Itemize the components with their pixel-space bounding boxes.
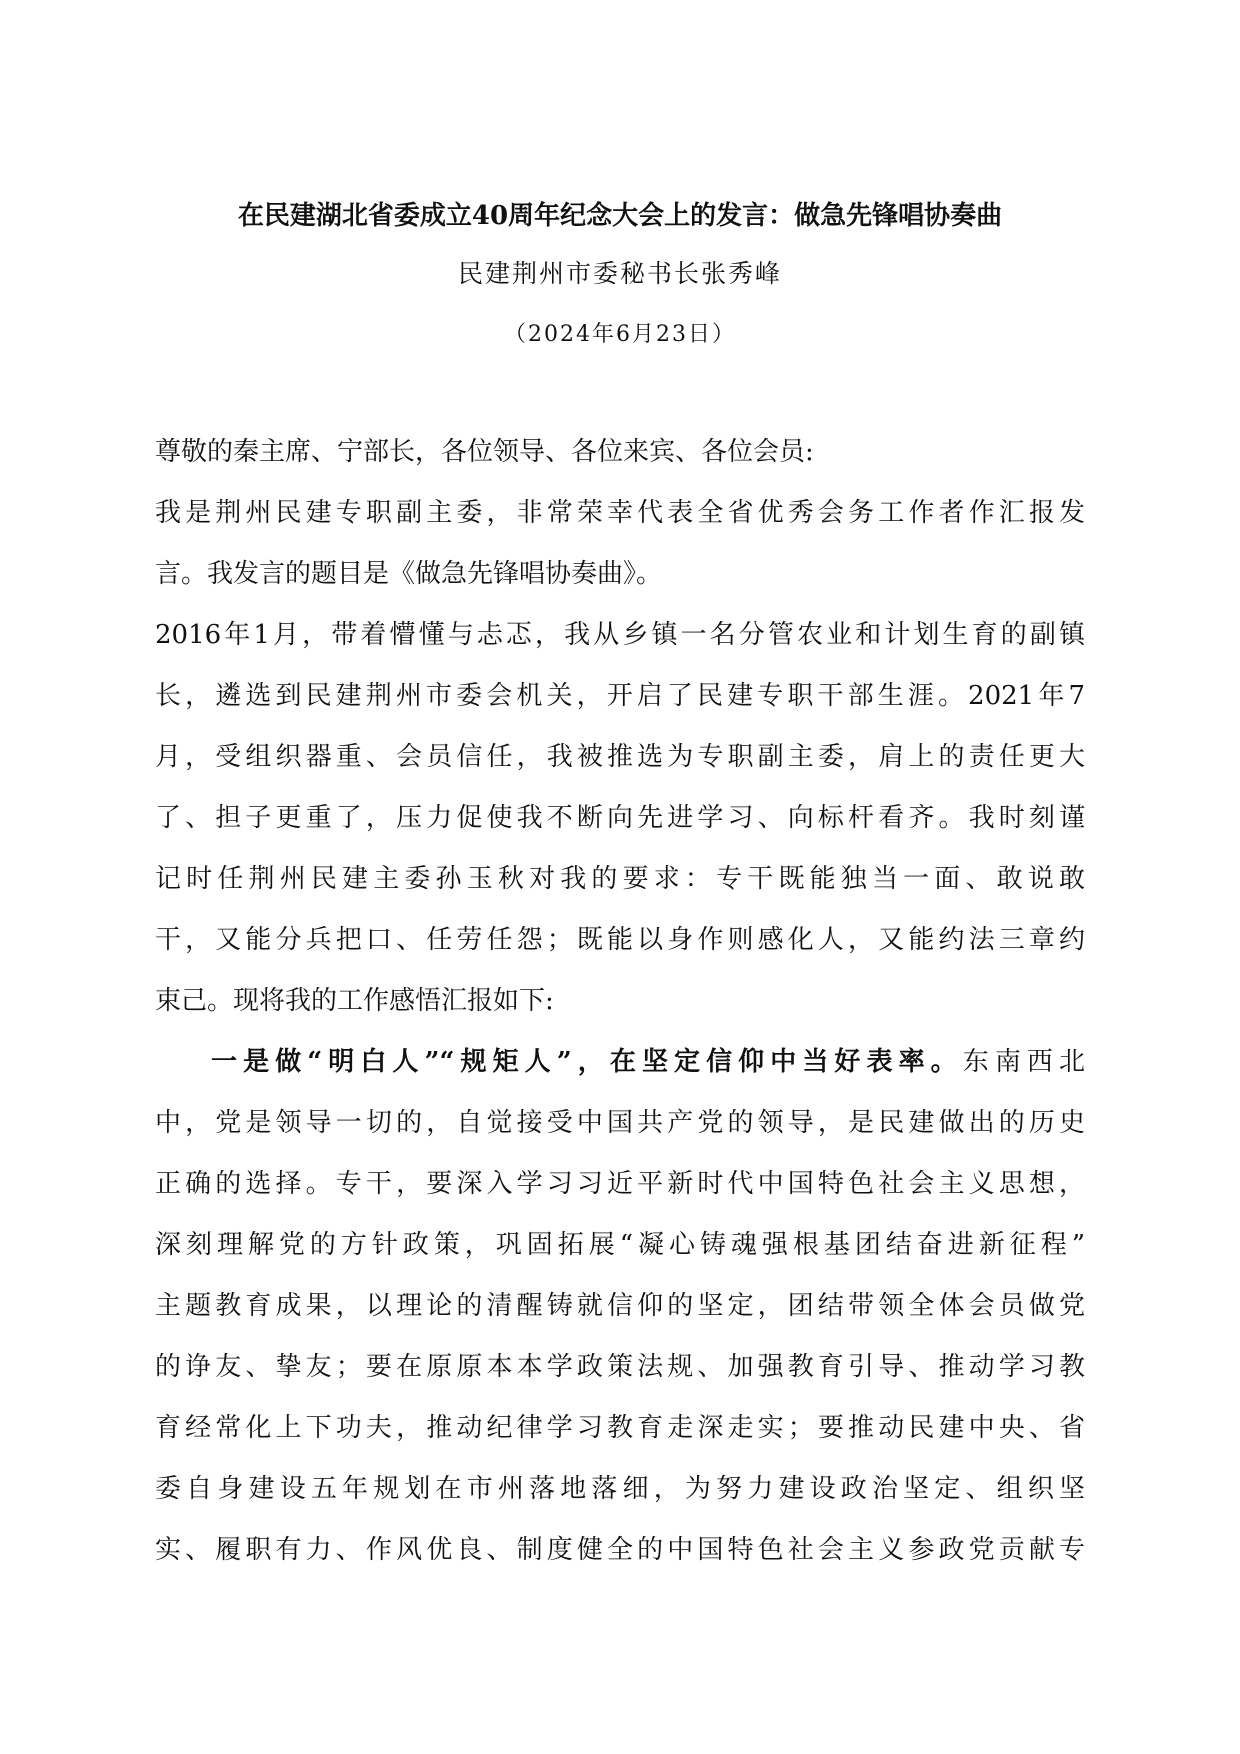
document-body — [155, 422, 1085, 1581]
paragraph-line: 记时任荆州民建主委孙玉秋对我的要求：专干既能独当一面、敢说敢 — [155, 864, 1085, 894]
document-author: 民建荆州市委秘书长张秀峰 — [457, 259, 782, 288]
paragraph-line: 实、履职有力、作风优良、制度健全的中国特色社会主义参政党贡献专 — [155, 1535, 1085, 1565]
document-title: 在民建湖北省委成立40周年纪念大会上的发言：做急先锋唱协奏曲 — [237, 201, 1003, 231]
section-lead-tail: 东南西北 — [962, 1047, 1085, 1077]
paragraph-line: 正确的选择。专干，要深入学习习近平新时代中国特色社会主义思想， — [155, 1169, 1085, 1199]
salutation-line: 尊敬的秦主席、宁部长，各位领导、各位来宾、各位会员: — [155, 437, 814, 467]
paragraph-line: 长，遴选到民建荆州市委会机关，开启了民建专职干部生涯。2021年7 — [155, 681, 1085, 711]
paragraph-line: 中，党是领导一切的，自觉接受中国共产党的领导，是民建做出的历史 — [155, 1108, 1085, 1138]
paragraph-line: 言。我发言的题目是《做急先锋唱协奏曲》。 — [155, 559, 663, 589]
document-date: （2024年6月23日） — [504, 322, 736, 347]
paragraph-line: 束己。现将我的工作感悟汇报如下: — [155, 986, 554, 1016]
paragraph-line: 的诤友、挚友；要在原原本本学政策法规、加强教育引导、推动学习教 — [155, 1352, 1085, 1382]
paragraph-line: 我是荆州民建专职副主委，非常荣幸代表全省优秀会务工作者作汇报发 — [155, 498, 1085, 528]
section-heading: 一是做“明白人”“规矩人”，在坚定信仰中当好表率。 — [211, 1047, 963, 1077]
paragraph-line: 了、担子更重了，压力促使我不断向先进学习、向标杆看齐。我时刻谨 — [155, 803, 1085, 833]
paragraph-line: 主题教育成果，以理论的清醒铸就信仰的坚定，团结带领全体会员做党 — [155, 1291, 1085, 1321]
paragraph-line: 月，受组织器重、会员信任，我被推选为专职副主委，肩上的责任更大 — [155, 742, 1085, 772]
paragraph-line: 委自身建设五年规划在市州落地落细，为努力建设政治坚定、组织坚 — [155, 1474, 1085, 1504]
paragraph-line: 干，又能分兵把口、任劳任怨；既能以身作则感化人，又能约法三章约 — [155, 925, 1085, 955]
paragraph-line: 育经常化上下功夫，推动纪律学习教育走深走实；要推动民建中央、省 — [155, 1413, 1085, 1443]
paragraph-line: 深刻理解党的方针政策，巩固拓展“凝心铸魂强根基团结奋进新征程” — [155, 1230, 1085, 1260]
section-heading-line — [155, 1032, 1085, 1093]
paragraph-line: 2016年1月，带着懵懂与忐忑，我从乡镇一名分管农业和计划生育的副镇 — [155, 620, 1085, 650]
